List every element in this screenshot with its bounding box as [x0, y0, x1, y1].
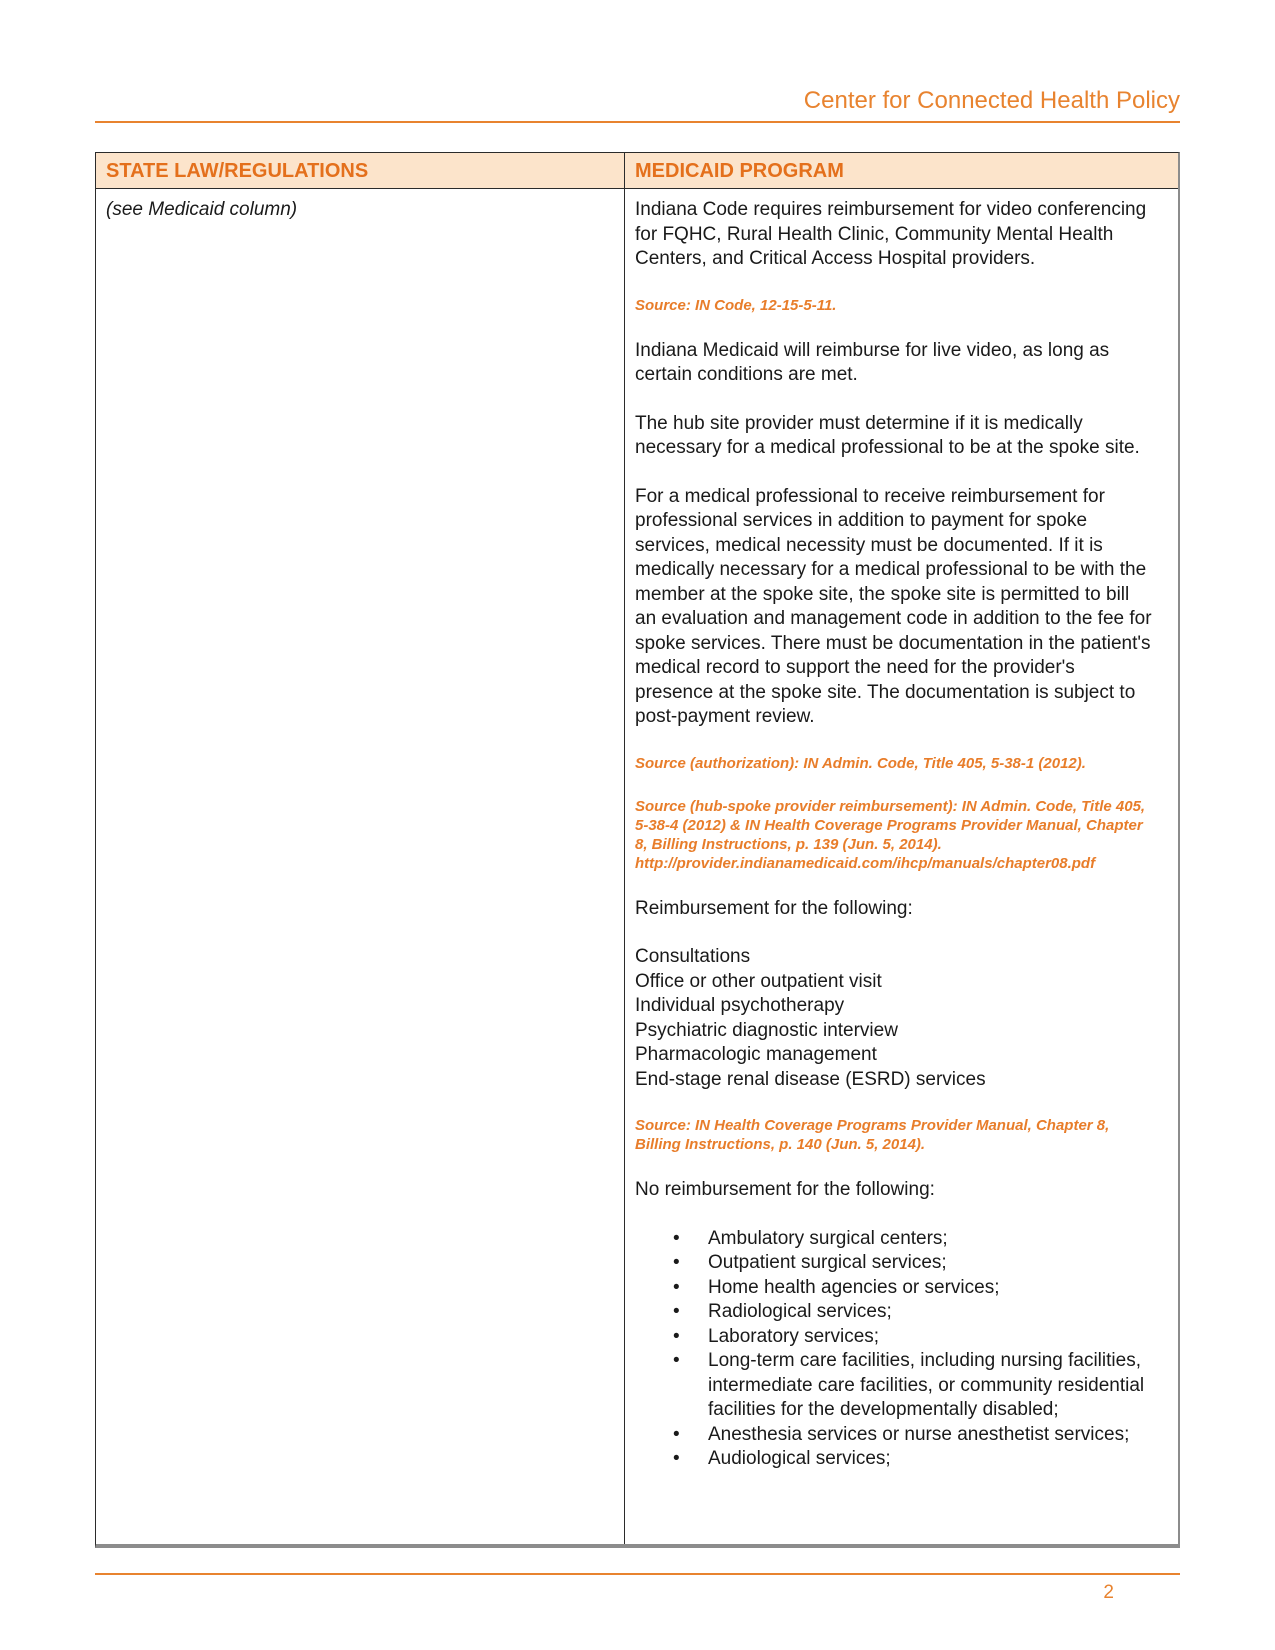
bullet-list-item [635, 1349, 1152, 1423]
table-body-row [96, 189, 1178, 1544]
bullet-item-label: Radiological services; [708, 1301, 892, 1322]
bullet-item-label: Home health agencies or services; [708, 1276, 1000, 1298]
paragraph-medical-professional: For a medical professional to receive reimbursement for professional services in addition to payment for spoke services, medical necessity must be documented. If it is medically necessary for a medical professional to be with the member at the spoke site, the spoke site is permitted to bill an evaluation and management code in addition to the fee for spoke services. There must be documentation in the patient's medical record to support the need for the provider's presence at the spoke site. The documentation is subject to post-payment review. [635, 485, 1152, 727]
list-item: End-stage renal disease (ESRD) services [635, 1068, 986, 1090]
bullet-icon: • [673, 1301, 680, 1322]
bullet-item-label: Audiological services; [708, 1448, 891, 1469]
list-item: Office or other outpatient visit [635, 970, 882, 992]
state-law-cell [96, 189, 624, 1544]
not-reimbursed-services-list [635, 1227, 1152, 1472]
column-header-state-law: STATE LAW/REGULATIONS [96, 153, 624, 189]
footer-divider-line [95, 1573, 1180, 1575]
paragraph-live-video: Indiana Medicaid will reimburse for live video, as long as certain conditions are met. [635, 339, 1110, 385]
bullet-list-item [635, 1300, 1152, 1325]
bullet-icon: • [673, 1252, 680, 1273]
bullet-icon: • [673, 1350, 680, 1371]
bullet-item-label: Laboratory services; [708, 1325, 880, 1347]
no-reimbursement-heading: No reimbursement for the following: [635, 1179, 935, 1200]
list-item: Pharmacologic management [635, 1044, 877, 1065]
bullet-list-item [635, 1276, 1152, 1301]
source-citation-provider-manual: Source: IN Health Coverage Programs Provider Manual, Chapter 8, Billing Instructions, p. 140 (Jun. 5, 2014). [635, 1117, 1110, 1153]
source-citation-authorization: Source (authorization): IN Admin. Code, Title 405, 5-38-1 (2012). [635, 754, 1086, 772]
column-header-medicaid: MEDICAID PROGRAM [624, 153, 1178, 189]
bullet-item-label: Ambulatory surgical centers; [708, 1227, 948, 1249]
page-number: 2 [1103, 1582, 1114, 1603]
document-header [95, 0, 1180, 123]
bullet-item-label: Long-term care facilities, including nursing facilities, intermediate care facilities, or community residential facilities for the developmentally disabled; [708, 1350, 1145, 1420]
paragraph-indiana-code: Indiana Code requires reimbursement for video conferencing for FQHC, Rural Health Clinic, Community Mental Health Centers, and Critical Access Hospital providers. [635, 199, 1147, 269]
bullet-icon: • [673, 1325, 680, 1347]
bullet-list-item [635, 1423, 1152, 1448]
policy-table [95, 152, 1180, 1548]
bullet-list-item [635, 1447, 1152, 1472]
bullet-icon: • [673, 1448, 680, 1469]
see-medicaid-note: (see Medicaid column) [106, 199, 298, 220]
paragraph-hub-site: The hub site provider must determine if it is medically necessary for a medical professional to be at the spoke site. [635, 412, 1140, 458]
reimbursed-services-list [635, 945, 1152, 1092]
bullet-item-label: Anesthesia services or nurse anesthetist services; [708, 1423, 1130, 1445]
bullet-list-item [635, 1227, 1152, 1252]
reimbursement-heading: Reimbursement for the following: [635, 897, 913, 919]
medicaid-cell [624, 189, 1178, 1544]
source-citation-hub-spoke-group [635, 797, 1152, 873]
bullet-icon: • [673, 1423, 680, 1445]
document-footer [95, 1573, 1180, 1604]
bullet-icon: • [673, 1276, 680, 1298]
table-header-row [96, 153, 1178, 189]
bullet-list-item [635, 1251, 1152, 1276]
list-item: Individual psychotherapy [635, 995, 845, 1016]
header-divider-line [95, 121, 1180, 123]
source-citation-in-code: Source: IN Code, 12-15-5-11. [635, 296, 837, 314]
source-link-chapter08[interactable]: http://provider.indianamedicaid.com/ihcp/manuals/chapter08.pdf [635, 854, 1096, 872]
org-title: Center for Connected Health Policy [803, 87, 1180, 114]
bullet-icon: • [673, 1227, 680, 1249]
bullet-item-label: Outpatient surgical services; [708, 1252, 947, 1273]
source-citation-hub-spoke: Source (hub-spoke provider reimbursement): IN Admin. Code, Title 405, 5-38-4 (2012) & IN Health Coverage Programs Provider Manual, Chapter 8, Billing Instructions, p. 139 (Jun. 5, 2014). [635, 797, 1146, 853]
list-item: Psychiatric diagnostic interview [635, 1019, 898, 1041]
bullet-list-item [635, 1325, 1152, 1350]
list-item: Consultations [635, 946, 751, 967]
